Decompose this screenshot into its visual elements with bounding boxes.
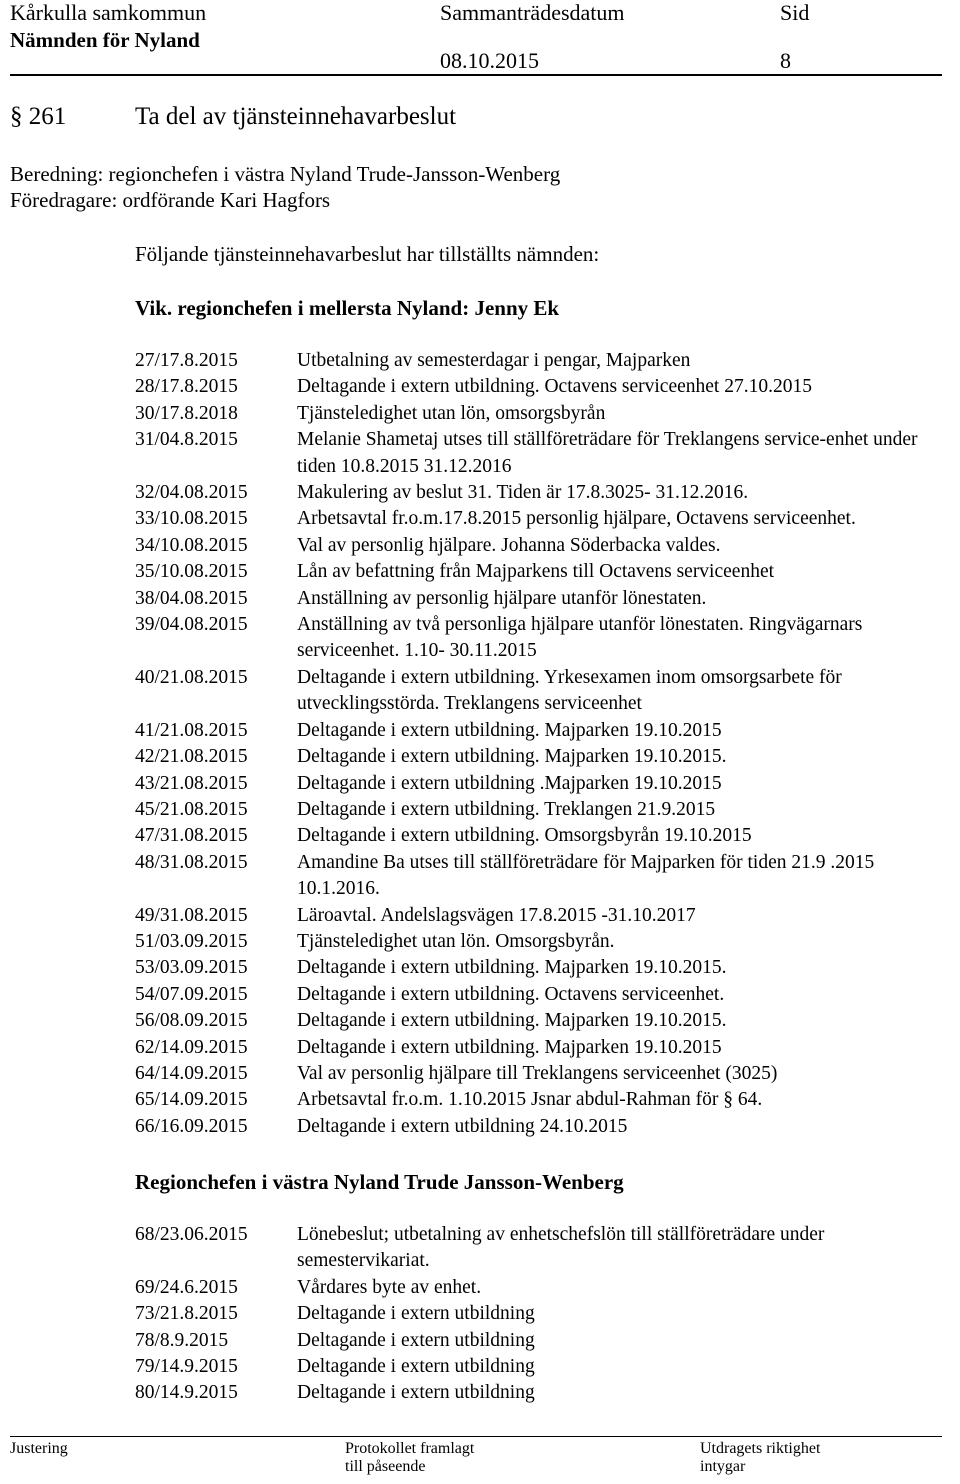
decision-ref: 30/17.8.2018 xyxy=(135,402,238,424)
decision-text: Vårdares byte av enhet. xyxy=(297,1276,482,1298)
decision-row xyxy=(135,586,947,612)
decision-ref: 33/10.08.2015 xyxy=(135,508,248,530)
decision-ref: 64/14.09.2015 xyxy=(135,1062,248,1084)
section-symbol: § xyxy=(10,103,23,130)
decision-text: Deltagande i extern utbildning. Majparken 19.10.2015 xyxy=(297,719,722,741)
footer-divider xyxy=(10,1436,942,1437)
decision-row xyxy=(135,850,947,903)
decision-text: Tjänsteledighet utan lön, omsorgsbyrån xyxy=(297,402,606,424)
group-title: Vik. regionchefen i mellersta Nyland: Jenny Ek xyxy=(135,296,560,320)
decision-text: Deltagande i extern utbildning. Octavens serviceenhet 27.10.2015 xyxy=(297,376,812,398)
decision-row xyxy=(135,797,947,823)
decision-ref: 47/31.08.2015 xyxy=(135,825,248,847)
decision-ref: 49/31.08.2015 xyxy=(135,904,248,926)
decision-text: Deltagande i extern utbildning xyxy=(297,1329,535,1351)
decision-text: Deltagande i extern utbildning. Majparken 19.10.2015. xyxy=(297,1010,727,1032)
meeting-date: 08.10.2015 xyxy=(440,48,539,73)
decision-ref: 79/14.9.2015 xyxy=(135,1356,238,1378)
footer-extract-line1: Utdragets riktighet xyxy=(700,1440,821,1457)
footer-protocol-line2: till påseende xyxy=(345,1458,426,1475)
decision-text: Deltagande i extern utbildning. Octavens serviceenhet. xyxy=(297,983,725,1005)
decision-ref: 65/14.09.2015 xyxy=(135,1089,248,1111)
decision-ref: 28/17.8.2015 xyxy=(135,376,238,398)
decision-text: Utbetalning av semesterdagar i pengar, Majparken xyxy=(297,350,691,371)
decision-row xyxy=(135,955,947,981)
decision-ref: 78/8.9.2015 xyxy=(135,1329,229,1351)
presenter-line: Föredragare: ordförande Kari Hagfors xyxy=(10,188,331,212)
decision-row xyxy=(135,1087,947,1113)
decision-text: Val av personlig hjälpare. Johanna Söderbacka valdes. xyxy=(297,534,721,556)
decision-row xyxy=(135,929,947,955)
decision-ref: 54/07.09.2015 xyxy=(135,983,248,1005)
decision-ref: 38/04.08.2015 xyxy=(135,587,248,609)
organization-name: Kårkulla samkommun xyxy=(10,0,207,25)
decision-row xyxy=(135,1380,947,1406)
decision-row xyxy=(135,401,947,427)
decision-text: Makulering av beslut 31. Tiden är 17.8.3025- 31.12.2016. xyxy=(297,482,749,504)
decision-text: Deltagande i extern utbildning. Omsorgsbyrån 19.10.2015 xyxy=(297,825,752,847)
decision-ref: 66/16.09.2015 xyxy=(135,1115,248,1137)
footer-extract-verified xyxy=(700,1440,820,1476)
decision-ref: 43/21.08.2015 xyxy=(135,772,248,794)
decision-ref: 42/21.08.2015 xyxy=(135,746,248,768)
decision-row xyxy=(135,559,947,585)
decision-row xyxy=(135,665,947,718)
decision-row xyxy=(135,903,947,929)
decision-row xyxy=(135,1301,947,1327)
meeting-date-label: Sammanträdesdatum xyxy=(440,0,625,25)
decision-ref: 80/14.9.2015 xyxy=(135,1382,238,1404)
decision-text: Läroavtal. Andelslagsvägen 17.8.2015 -31.10.2017 xyxy=(297,904,696,926)
decision-text: Melanie Shametaj utses till ställföreträdare för Treklangens service-enhet under tiden 10.8.2015 31.12.2016 xyxy=(297,429,918,477)
decision-row xyxy=(135,1328,947,1354)
section-number-value: 261 xyxy=(28,103,67,130)
decision-ref: 53/03.09.2015 xyxy=(135,957,248,979)
decision-row xyxy=(135,533,947,559)
decision-ref: 35/10.08.2015 xyxy=(135,561,248,583)
decision-text: Deltagande i extern utbildning xyxy=(297,1382,535,1404)
decision-ref: 56/08.09.2015 xyxy=(135,1010,248,1032)
decision-text: Lån av befattning från Majparkens till Octavens serviceenhet xyxy=(297,561,775,583)
decision-text: Tjänsteledighet utan lön. Omsorgsbyrån. xyxy=(297,930,615,952)
decision-ref: 32/04.08.2015 xyxy=(135,482,248,504)
footer-protocol-line1: Protokollet framlagt xyxy=(345,1440,475,1457)
decision-text: Amandine Ba utses till ställföreträdare för Majparken för tiden 21.9 .2015 10.1.2016. xyxy=(297,851,875,900)
group-title-2: Regionchefen i västra Nyland Trude Jansson-Wenberg xyxy=(135,1170,624,1194)
decision-text: Anställning av två personliga hjälpare utanför lönestaten. Ringvägarnars serviceenhet. 1.10- 30.11.2015 xyxy=(297,614,863,662)
decision-ref: 39/04.08.2015 xyxy=(135,614,248,636)
decision-text: Arbetsavtal fr.o.m.17.8.2015 personlig hjälpare, Octavens serviceenhet. xyxy=(297,508,856,530)
decision-ref: 68/23.06.2015 xyxy=(135,1224,248,1245)
decision-row xyxy=(135,823,947,849)
decision-list-2 xyxy=(135,1222,947,1407)
section-title: Ta del av tjänsteinnehavarbeslut xyxy=(135,103,457,130)
decision-text: Deltagande i extern utbildning 24.10.2015 xyxy=(297,1115,628,1137)
decision-row xyxy=(135,1008,947,1034)
decision-text: Deltagande i extern utbildning. Majparken 19.10.2015. xyxy=(297,957,727,979)
decision-ref: 62/14.09.2015 xyxy=(135,1036,248,1058)
intro-text: Följande tjänsteinnehavarbeslut har tillställts nämnden: xyxy=(135,242,600,266)
decision-text: Val av personlig hjälpare till Treklangens serviceenhet (3025) xyxy=(297,1062,778,1084)
footer-justering: Justering xyxy=(10,1440,68,1457)
decision-row xyxy=(135,1354,947,1380)
footer-protocol-posted xyxy=(345,1440,474,1476)
decision-text: Deltagande i extern utbildning xyxy=(297,1303,535,1325)
decision-ref: 51/03.09.2015 xyxy=(135,930,248,952)
decision-ref: 69/24.6.2015 xyxy=(135,1276,238,1298)
decision-row xyxy=(135,1061,947,1087)
header-divider xyxy=(10,74,942,76)
decision-list xyxy=(135,348,947,1140)
decision-row xyxy=(135,718,947,744)
section-number xyxy=(10,103,66,131)
decision-row xyxy=(135,506,947,532)
decision-text: Anställning av personlig hjälpare utanför lönestaten. xyxy=(297,587,707,609)
decision-row xyxy=(135,744,947,770)
decision-ref: 27/17.8.2015 xyxy=(135,350,238,371)
decision-row xyxy=(135,982,947,1008)
decision-row xyxy=(135,480,947,506)
preparation-line: Beredning: regionchefen i västra Nyland Trude-Jansson-Wenberg xyxy=(10,162,561,186)
decision-row xyxy=(135,1035,947,1061)
decision-text: Arbetsavtal fr.o.m. 1.10.2015 Jsnar abdul-Rahman för § 64. xyxy=(297,1089,763,1111)
page-label: Sid xyxy=(780,0,810,25)
decision-ref: 45/21.08.2015 xyxy=(135,798,248,820)
department-name: Nämnden för Nyland xyxy=(10,28,200,52)
decision-text: Deltagande i extern utbildning xyxy=(297,1356,535,1378)
decision-text: Deltagande i extern utbildning. Yrkesexamen inom omsorgsarbete för utvecklingsstörda. Treklangens serviceenhet xyxy=(297,666,842,715)
decision-row xyxy=(135,427,947,480)
decision-text: Deltagande i extern utbildning .Majparken 19.10.2015 xyxy=(297,772,722,794)
decision-row xyxy=(135,771,947,797)
decision-ref: 34/10.08.2015 xyxy=(135,534,248,556)
decision-row xyxy=(135,348,947,374)
decision-text: Deltagande i extern utbildning. Majparken 19.10.2015 xyxy=(297,1036,722,1058)
decision-ref: 40/21.08.2015 xyxy=(135,666,248,688)
footer-extract-line2: intygar xyxy=(700,1458,746,1475)
decision-row xyxy=(135,1222,947,1275)
decision-ref: 31/04.8.2015 xyxy=(135,429,238,451)
decision-row xyxy=(135,612,947,665)
decision-ref: 73/21.8.2015 xyxy=(135,1303,238,1325)
decision-text: Deltagande i extern utbildning. Treklangen 21.9.2015 xyxy=(297,798,716,820)
decision-text: Lönebeslut; utbetalning av enhetschefslön till ställföreträdare under semestervikariat. xyxy=(297,1224,825,1272)
decision-row xyxy=(135,374,947,400)
decision-ref: 48/31.08.2015 xyxy=(135,851,248,873)
decision-text: Deltagande i extern utbildning. Majparken 19.10.2015. xyxy=(297,746,727,768)
page-number: 8 xyxy=(780,48,791,73)
decision-ref: 41/21.08.2015 xyxy=(135,719,248,741)
decision-row xyxy=(135,1114,947,1140)
decision-row xyxy=(135,1275,947,1301)
